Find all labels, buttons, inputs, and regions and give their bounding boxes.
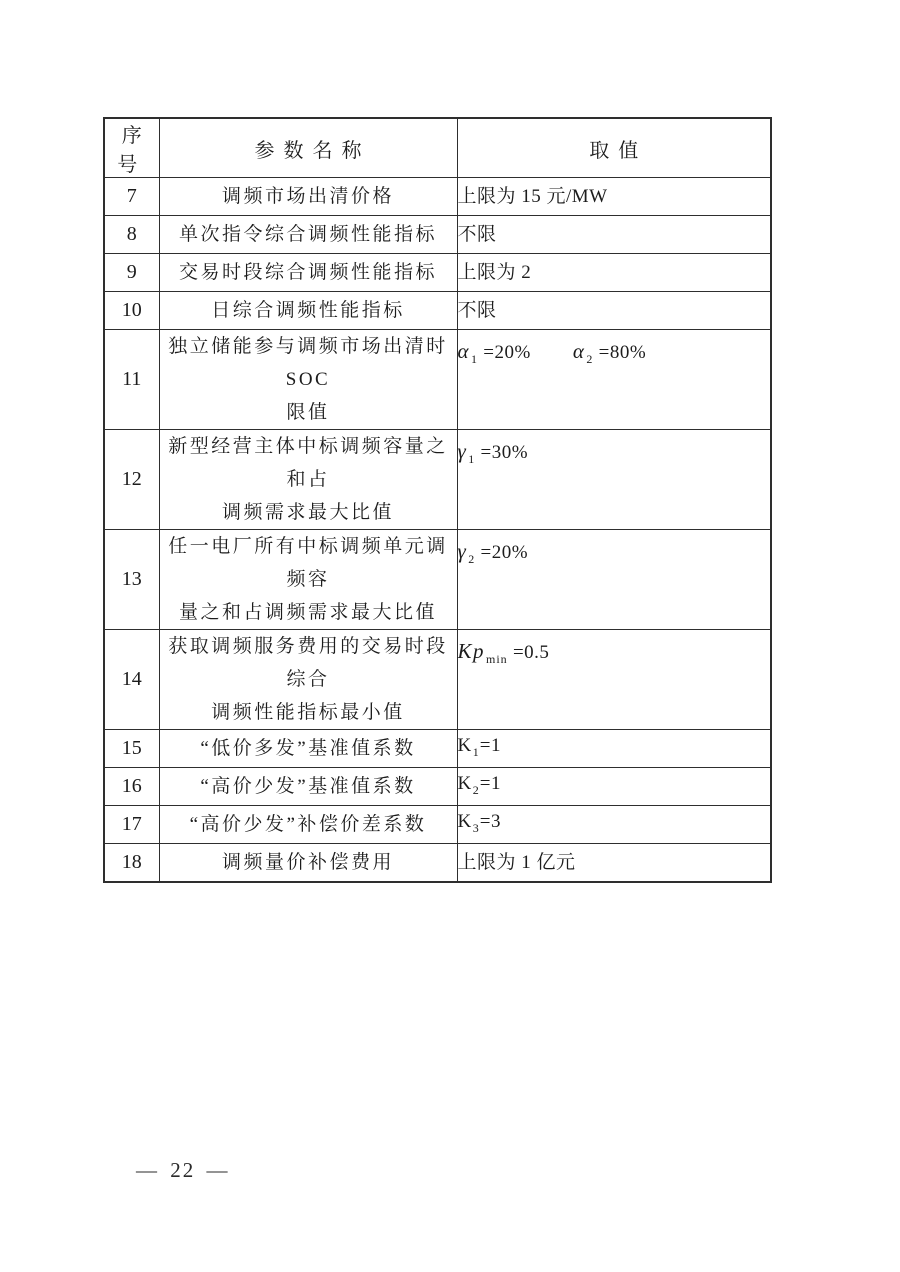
table-row bbox=[104, 178, 771, 216]
row-number: 13 bbox=[104, 530, 159, 630]
param-table-body bbox=[104, 178, 771, 883]
param-name: “高价少发”基准值系数 bbox=[159, 768, 457, 806]
table-row bbox=[104, 330, 771, 430]
param-value: 不限 bbox=[457, 216, 771, 254]
row-number: 16 bbox=[104, 768, 159, 806]
param-name: 单次指令综合调频性能指标 bbox=[159, 216, 457, 254]
param-name: 调频市场出清价格 bbox=[159, 178, 457, 216]
param-value: $K_1=1$ bbox=[457, 730, 771, 768]
page-number: — 22 — bbox=[136, 1158, 230, 1182]
row-number: 12 bbox=[104, 430, 159, 530]
param-value: $K_3=3$ bbox=[457, 806, 771, 844]
param-name: 交易时段综合调频性能指标 bbox=[159, 254, 457, 292]
param-name: 获取调频服务费用的交易时段综合 调频性能指标最小值 bbox=[159, 630, 457, 730]
row-number: 17 bbox=[104, 806, 159, 844]
header-name: 参数名称 bbox=[159, 118, 457, 178]
row-number: 14 bbox=[104, 630, 159, 730]
table-row bbox=[104, 844, 771, 883]
param-value: $K_2=1$ bbox=[457, 768, 771, 806]
table-row bbox=[104, 630, 771, 730]
row-number: 8 bbox=[104, 216, 159, 254]
row-number: 15 bbox=[104, 730, 159, 768]
row-number: 10 bbox=[104, 292, 159, 330]
header-value: 取值 bbox=[457, 118, 771, 178]
param-value: 上限为 15 元/MW bbox=[457, 178, 771, 216]
row-number: 18 bbox=[104, 844, 159, 883]
param-value: 上限为 1 亿元 bbox=[457, 844, 771, 883]
param-value: $\alpha_1 =20\%$ $\alpha_2 =80\%$ bbox=[457, 330, 771, 430]
param-name: 任一电厂所有中标调频单元调频容 量之和占调频需求最大比值 bbox=[159, 530, 457, 630]
param-value: 不限 bbox=[457, 292, 771, 330]
row-number: 9 bbox=[104, 254, 159, 292]
param-name: 日综合调频性能指标 bbox=[159, 292, 457, 330]
table-row bbox=[104, 430, 771, 530]
row-number: 7 bbox=[104, 178, 159, 216]
param-name: 新型经营主体中标调频容量之和占 调频需求最大比值 bbox=[159, 430, 457, 530]
table-row bbox=[104, 254, 771, 292]
param-value: 上限为 2 bbox=[457, 254, 771, 292]
table-header-row bbox=[104, 118, 771, 178]
table-row bbox=[104, 730, 771, 768]
table-row bbox=[104, 292, 771, 330]
param-name: 独立储能参与调频市场出清时 SOC 限值 bbox=[159, 330, 457, 430]
param-table bbox=[103, 117, 772, 883]
row-number: 11 bbox=[104, 330, 159, 430]
param-value: $\gamma_1 =30\%$ bbox=[457, 430, 771, 530]
header-no: 序号 bbox=[104, 118, 159, 178]
param-name: “低价多发”基准值系数 bbox=[159, 730, 457, 768]
param-name: “高价少发”补偿价差系数 bbox=[159, 806, 457, 844]
table-row bbox=[104, 768, 771, 806]
table-row bbox=[104, 216, 771, 254]
param-value: $Kp_{min} =0.5$ bbox=[457, 630, 771, 730]
param-name: 调频量价补偿费用 bbox=[159, 844, 457, 883]
table-row bbox=[104, 530, 771, 630]
page-footer bbox=[136, 1158, 230, 1183]
param-value: $\gamma_2 =20\%$ bbox=[457, 530, 771, 630]
table-row bbox=[104, 806, 771, 844]
